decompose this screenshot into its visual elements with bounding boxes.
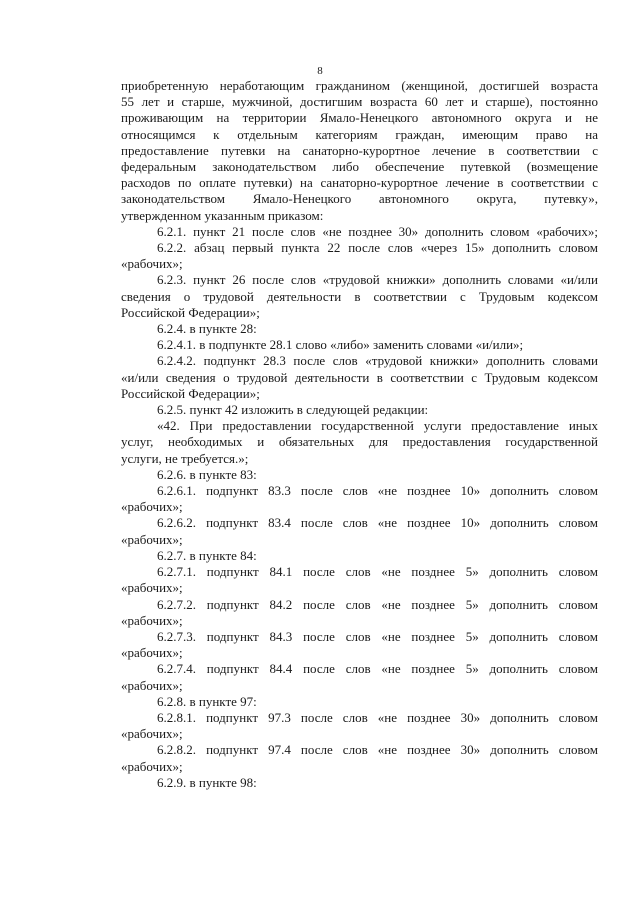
text-line: федеральным законодательством либо обеспечение путевкой (возмещение: [121, 159, 598, 175]
page-number: 8: [317, 65, 323, 77]
text-line: 6.2.8. в пункте 97:: [157, 693, 257, 709]
text-line: 6.2.8.1. подпункт 97.3 после слов «не позднее 30» дополнить словом: [157, 709, 598, 725]
text-line: «рабочих»;: [121, 531, 183, 547]
text-line: расходов по оплате путевки) на санаторно-курортное лечение в соответствии с: [121, 175, 598, 191]
text-line: «рабочих»;: [121, 677, 183, 693]
text-line: 6.2.6.2. подпункт 83.4 после слов «не позднее 10» дополнить словом: [157, 515, 598, 531]
text-line: 6.2.4.2. подпункт 28.3 после слов «трудовой книжки» дополнить словами: [157, 353, 598, 369]
text-line: услуг, необходимых и обязательных для предоставления государственной: [121, 434, 598, 450]
text-line: услуги, не требуется.»;: [121, 450, 249, 466]
text-line: 6.2.7.3. подпункт 84.3 после слов «не позднее 5» дополнить словом: [157, 628, 598, 644]
text-line: «рабочих»;: [121, 499, 183, 515]
text-line: 6.2.2. абзац первый пункта 22 после слов «через 15» дополнить словом: [157, 240, 598, 256]
text-line: 6.2.7.2. подпункт 84.2 после слов «не позднее 5» дополнить словом: [157, 596, 598, 612]
text-line: 6.2.5. пункт 42 изложить в следующей редакции:: [157, 402, 429, 418]
text-line: законодательством Ямало-Ненецкого автономного округа, путевку»,: [121, 191, 598, 207]
text-line: Российской Федерации»;: [121, 385, 260, 401]
text-line: относящимся к отдельным категориям граждан, имеющим право на: [121, 126, 598, 142]
text-line: 6.2.4.1. в подпункте 28.1 слово «либо» заменить словами «и/или»;: [157, 337, 524, 353]
text-line: 55 лет и старше, мужчиной, достигшим возраста 60 лет и старше), постоянно: [121, 94, 598, 110]
text-line: Российской Федерации»;: [121, 304, 260, 320]
text-line: утвержденном указанным приказом:: [121, 207, 324, 223]
text-line: 6.2.3. пункт 26 после слов «трудовой книжки» дополнить словами «и/или: [157, 272, 598, 288]
text-line: «рабочих»;: [121, 256, 183, 272]
text-line: 6.2.6. в пункте 83:: [157, 466, 257, 482]
text-line: приобретенную неработающим гражданином (женщиной, достигшей возраста: [121, 78, 598, 93]
text-line: «рабочих»;: [121, 758, 183, 774]
text-line: 6.2.6.1. подпункт 83.3 после слов «не позднее 10» дополнить словом: [157, 483, 598, 499]
text-line: «рабочих»;: [121, 726, 183, 742]
text-line: 6.2.7.1. подпункт 84.1 после слов «не позднее 5» дополнить словом: [157, 564, 598, 580]
document-body: [121, 78, 598, 791]
text-line: «42. При предоставлении государственной услуги предоставление иных: [157, 418, 598, 434]
text-line: 6.2.4. в пункте 28:: [157, 321, 257, 337]
text-line: «рабочих»;: [121, 645, 183, 661]
text-line: 6.2.7.4. подпункт 84.4 после слов «не позднее 5» дополнить словом: [157, 661, 598, 677]
text-line: предоставление путевки на санаторно-курортное лечение в соответствии с: [121, 142, 598, 158]
text-line: 6.2.7. в пункте 84:: [157, 547, 257, 563]
text-line: 6.2.9. в пункте 98:: [157, 774, 257, 790]
text-line: 6.2.8.2. подпункт 97.4 после слов «не позднее 30» дополнить словом: [157, 742, 598, 758]
text-line: проживающим на территории Ямало-Ненецкого автономного округа и не: [121, 110, 598, 126]
text-line: «рабочих»;: [121, 580, 183, 596]
text-line: сведения о трудовой деятельности в соответствии с Трудовым кодексом: [121, 288, 598, 304]
text-line: «и/или сведения о трудовой деятельности в соответствии с Трудовым кодексом: [121, 369, 598, 385]
text-line: 6.2.1. пункт 21 после слов «не позднее 30» дополнить словом «рабочих»;: [157, 223, 598, 239]
text-line: «рабочих»;: [121, 612, 183, 628]
